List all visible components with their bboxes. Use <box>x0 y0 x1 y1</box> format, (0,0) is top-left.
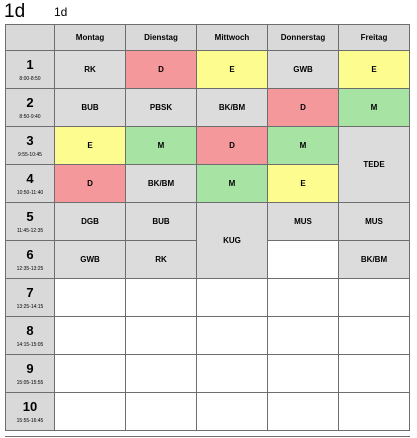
lesson-cell[interactable]: M <box>126 127 197 165</box>
lesson-cell[interactable] <box>339 279 410 317</box>
period-cell <box>6 241 55 279</box>
lesson-cell[interactable]: BUB <box>55 89 126 127</box>
table-row <box>6 355 410 393</box>
table-row <box>6 203 410 241</box>
period-time: 10:50-11:40 <box>16 189 44 196</box>
table-row <box>6 51 410 89</box>
period-number: 8 <box>26 322 34 338</box>
lesson-cell[interactable]: DGB <box>55 203 126 241</box>
lesson-cell[interactable]: BK/BM <box>339 241 410 279</box>
lesson-cell[interactable] <box>197 355 268 393</box>
lesson-cell[interactable] <box>126 393 197 431</box>
lesson-cell[interactable]: M <box>268 127 339 165</box>
period-time: 15:05-15:55 <box>16 379 44 386</box>
lesson-cell[interactable] <box>197 317 268 355</box>
period-cell <box>6 317 55 355</box>
period-number: 5 <box>26 208 34 224</box>
lesson-cell[interactable] <box>126 317 197 355</box>
period-cell <box>6 51 55 89</box>
lesson-cell[interactable]: D <box>55 165 126 203</box>
day-header-friday: Freitag <box>339 25 410 51</box>
lesson-cell[interactable]: RK <box>126 241 197 279</box>
lesson-cell[interactable]: E <box>55 127 126 165</box>
lesson-cell[interactable]: E <box>197 51 268 89</box>
table-row <box>6 89 410 127</box>
lesson-cell[interactable] <box>268 355 339 393</box>
period-cell <box>6 165 55 203</box>
period-number: 3 <box>26 132 34 148</box>
lesson-cell[interactable]: TEDE <box>339 127 410 203</box>
lesson-cell[interactable]: PBSK <box>126 89 197 127</box>
lesson-cell[interactable]: GWB <box>55 241 126 279</box>
lesson-cell[interactable]: D <box>126 51 197 89</box>
period-number: 1 <box>26 56 34 72</box>
table-row <box>6 317 410 355</box>
lesson-cell[interactable] <box>197 279 268 317</box>
table-row <box>6 127 410 165</box>
period-time: 8:00-8:50 <box>19 75 41 82</box>
period-cell <box>6 127 55 165</box>
period-number: 7 <box>26 284 34 300</box>
lesson-cell[interactable] <box>339 393 410 431</box>
period-time: 11:45-12:35 <box>16 227 44 234</box>
period-number: 6 <box>26 246 34 262</box>
lesson-cell[interactable]: KUG <box>197 203 268 279</box>
lesson-cell[interactable]: MUS <box>268 203 339 241</box>
lesson-cell[interactable] <box>55 317 126 355</box>
period-time: 14:15-15:05 <box>16 341 44 348</box>
lesson-cell[interactable]: D <box>197 127 268 165</box>
lesson-cell[interactable]: BUB <box>126 203 197 241</box>
lesson-cell[interactable]: RK <box>55 51 126 89</box>
lesson-cell[interactable]: BK/BM <box>197 89 268 127</box>
lesson-cell[interactable] <box>268 317 339 355</box>
period-number: 9 <box>26 360 34 376</box>
period-time: 13:25-14:15 <box>16 303 44 310</box>
period-time: 12:35-13:25 <box>16 265 44 272</box>
lesson-cell[interactable]: GWB <box>268 51 339 89</box>
lesson-cell[interactable]: D <box>268 89 339 127</box>
lesson-cell[interactable] <box>55 279 126 317</box>
day-header-wednesday: Mittwoch <box>197 25 268 51</box>
day-header-thursday: Donnerstag <box>268 25 339 51</box>
lesson-cell[interactable]: E <box>339 51 410 89</box>
timetable <box>5 24 410 431</box>
period-cell <box>6 355 55 393</box>
day-header-row <box>6 25 410 51</box>
class-label: 1d <box>54 5 68 19</box>
corner-cell <box>6 25 55 51</box>
period-cell <box>6 279 55 317</box>
lesson-cell[interactable] <box>339 317 410 355</box>
lesson-cell[interactable]: M <box>339 89 410 127</box>
table-row <box>6 393 410 431</box>
lesson-cell[interactable] <box>55 393 126 431</box>
lesson-cell[interactable]: BK/BM <box>126 165 197 203</box>
period-number: 2 <box>26 94 34 110</box>
period-cell <box>6 203 55 241</box>
day-header-monday: Montag <box>55 25 126 51</box>
period-time: 9:55-10:45 <box>18 151 42 158</box>
lesson-cell[interactable]: MUS <box>339 203 410 241</box>
period-number: 4 <box>26 170 34 186</box>
lesson-cell[interactable]: M <box>197 165 268 203</box>
table-row <box>6 279 410 317</box>
lesson-cell[interactable] <box>126 279 197 317</box>
page-title: 1d <box>4 1 26 22</box>
lesson-cell[interactable] <box>268 241 339 279</box>
lesson-cell[interactable] <box>197 393 268 431</box>
lesson-cell[interactable] <box>268 393 339 431</box>
period-time: 15:55-16:45 <box>16 417 44 424</box>
lesson-cell[interactable] <box>55 355 126 393</box>
day-header-tuesday: Dienstag <box>126 25 197 51</box>
period-time: 8:50-9:40 <box>19 113 41 120</box>
lesson-cell[interactable] <box>126 355 197 393</box>
period-cell <box>6 89 55 127</box>
period-cell <box>6 393 55 431</box>
bottom-divider <box>5 436 410 437</box>
lesson-cell[interactable] <box>339 355 410 393</box>
lesson-cell[interactable] <box>268 279 339 317</box>
period-number: 10 <box>22 398 38 414</box>
lesson-cell[interactable]: E <box>268 165 339 203</box>
